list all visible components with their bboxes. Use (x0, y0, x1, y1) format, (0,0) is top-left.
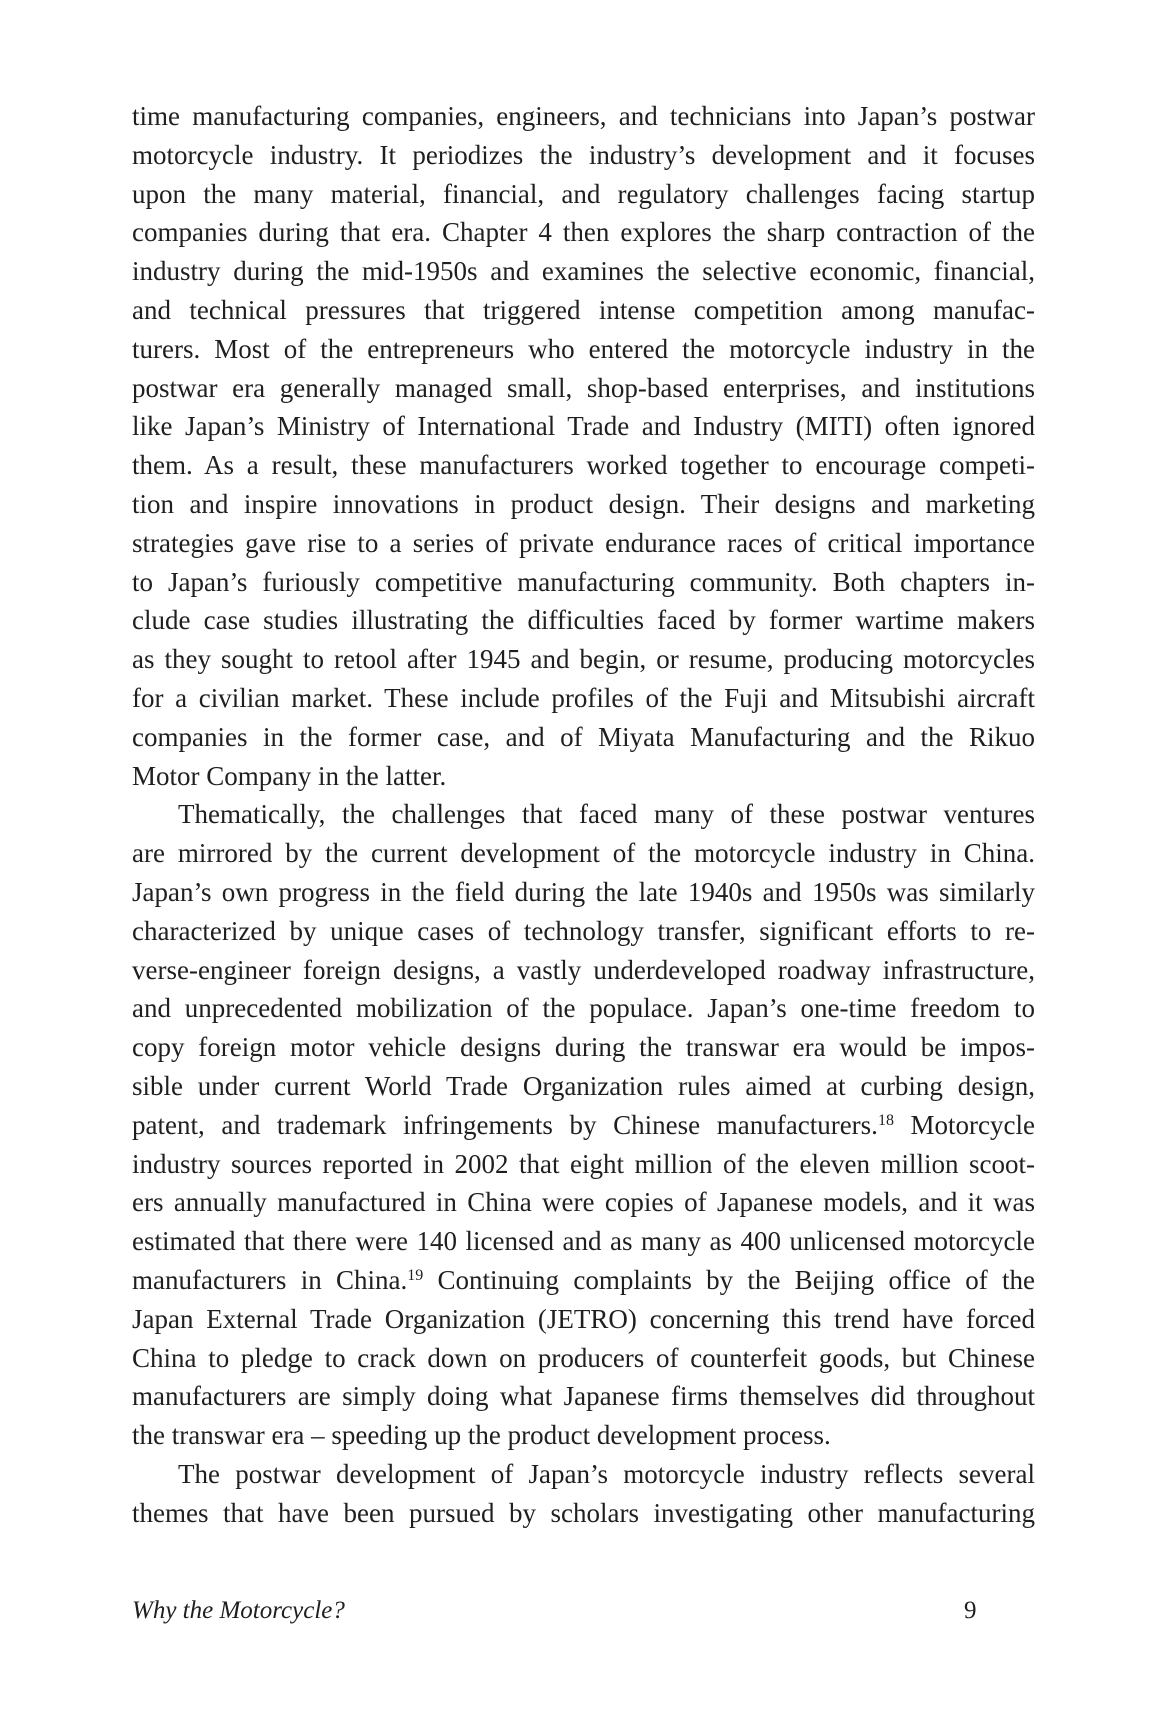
text-line: time manufacturing companies, engineers, and technicians into Japan’s postwar (132, 101, 1035, 131)
text-line: and technical pressures that triggered intense competition among manufac- (132, 294, 1035, 325)
text-line: Japan External Trade Organization (JETRO) concerning this trend have forced (132, 1303, 1035, 1334)
text-line: like Japan’s Ministry of International Trade and Industry (MITI) often ignored (132, 411, 1035, 442)
text-line: upon the many material, financial, and regulatory challenges facing startup (132, 178, 1035, 209)
text-line: strategies gave rise to a series of private endurance races of critical importance (132, 527, 1035, 558)
text-line: industry sources reported in 2002 that eight million of the eleven million scoot- (132, 1148, 1035, 1179)
text-line: themes that have been pursued by scholars investigating other manufacturing (132, 1497, 1035, 1528)
text-line: manufacturers are simply doing what Japanese firms themselves did throughout (132, 1381, 1035, 1412)
text-line: Motor Company in the latter. (132, 760, 447, 791)
text-line: to Japan’s furiously competitive manufacturing community. Both chapters in- (132, 566, 1035, 597)
text-line: The postwar development of Japan’s motorcycle industry reflects several (178, 1458, 1035, 1489)
text-block (132, 97, 1035, 1532)
text-line: as they sought to retool after 1945 and begin, or resume, producing motorcycles (132, 644, 1035, 675)
text-line: estimated that there were 140 licensed and as many as 400 unlicensed motorcycle (132, 1226, 1035, 1257)
text-line: the transwar era – speeding up the product development process. (132, 1420, 831, 1451)
text-line: characterized by unique cases of technology transfer, significant efforts to re- (132, 915, 1035, 946)
text-line: postwar era generally managed small, shop-based enterprises, and institutions (132, 372, 1035, 403)
text-line: turers. Most of the entrepreneurs who entered the motorcycle industry in the (132, 333, 1035, 364)
text-line: and unprecedented mobilization of the populace. Japan’s one-time freedom to (132, 993, 1035, 1024)
text-line: Japan’s own progress in the field during the late 1940s and 1950s was similarly (132, 876, 1035, 907)
text-line: for a civilian market. These include profiles of the Fuji and Mitsubishi aircraft (132, 682, 1035, 713)
text-line: Thematically, the challenges that faced many of these postwar ventures (178, 799, 1035, 830)
text-line: companies during that era. Chapter 4 then explores the sharp contraction of the (132, 217, 1035, 248)
text-line: industry during the mid-1950s and examines the selective economic, financial, (132, 256, 1035, 287)
text-line: patent, and trademark infringements by Chinese manufacturers.$^{18}$ Motorcycle (132, 1109, 1035, 1140)
text-line: motorcycle industry. It periodizes the industry’s development and it focuses (132, 139, 1035, 170)
text-line: tion and inspire innovations in product design. Their designs and marketing (132, 488, 1035, 519)
text-line: verse-engineer foreign designs, a vastly underdeveloped roadway infrastructure, (132, 954, 1035, 985)
text-line: copy foreign motor vehicle designs during the transwar era would be impos- (132, 1032, 1035, 1063)
footnote-ref: 19 (407, 1266, 424, 1284)
text-line: clude case studies illustrating the difficulties faced by former wartime makers (132, 605, 1035, 636)
footnote-ref: 18 (877, 1111, 894, 1129)
text-line: them. As a result, these manufacturers worked together to encourage competi- (132, 450, 1035, 481)
text-line: companies in the former case, and of Miyata Manufacturing and the Rikuo (132, 721, 1035, 752)
text-line: ers annually manufactured in China were copies of Japanese models, and it was (132, 1187, 1035, 1218)
text-line: sible under current World Trade Organization rules aimed at curbing design, (132, 1070, 1035, 1101)
running-title: Why the Motorcycle? (132, 1597, 345, 1624)
text-line: are mirrored by the current development of the motorcycle industry in China. (132, 838, 1035, 869)
text-line: manufacturers in China.$^{19}$ Continuing complaints by the Beijing office of the (132, 1264, 1035, 1295)
page-number: 9 (964, 1597, 977, 1624)
text-line: China to pledge to crack down on producers of counterfeit goods, but Chinese (132, 1342, 1035, 1373)
